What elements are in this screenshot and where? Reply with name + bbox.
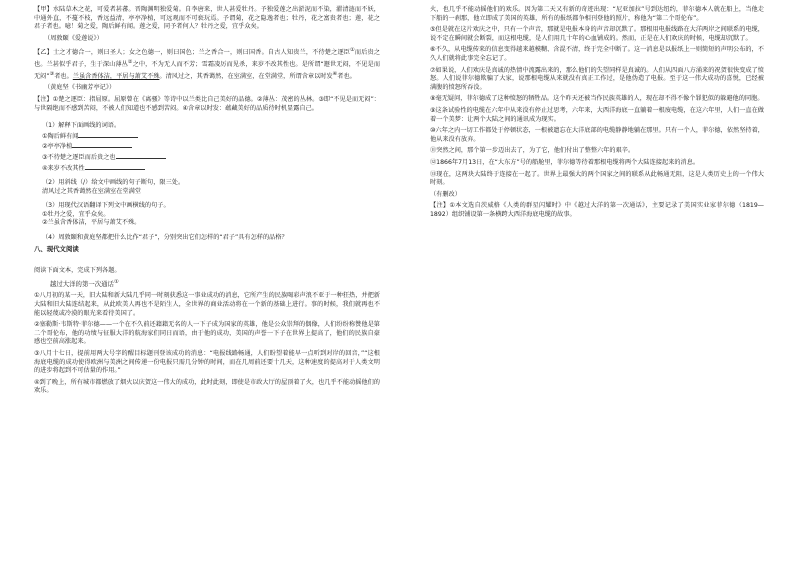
article-paragraph-12: ⑫1866年7月13日，在“大东方”号的船舱里，菲尔德等待着那根电缆将两个大陆连接起来的消息。 <box>430 158 700 166</box>
q3-item-1: ①牡丹之爱，宜乎众矣。 <box>42 210 110 218</box>
question-1-stem: （1）解释下面画线的词语。 <box>42 122 121 130</box>
question-3-stem: （3）用现代汉语翻译下列文中画横线的句子。 <box>42 202 170 210</box>
question-2-stem: （2）用斜线（/）给文中画线的句子断句，限三处。 <box>42 179 185 187</box>
q1-item-3: ③不待楚之逐臣而后贵之也 <box>42 152 380 163</box>
q2-line: 清风过之其香蔼然在室满室在堂满堂 <box>42 187 141 195</box>
answer-blank[interactable] <box>116 152 166 159</box>
article-paragraph-13: ⑬现在，这两块大陆终于连接在一起了。世界上最强大的两个国家之间的联系从此畅通无阻，这是人类历史上的一个伟大时刻。 <box>430 170 764 187</box>
article-paragraph-6: ⑥不久，从电缆传来的信息变得越来越模糊、含混不清，终于完全中断了。这一消息是以报纸上一则简短的声明公布的，不久人们就将此事完全忘记了。 <box>430 46 764 62</box>
article-paragraph-10: ⑩六年之内一切工作都处于停顿状态，一根被遗忘在大洋底部的电缆静静地躺在那里。只有一个人，菲尔德，依然坚持着，他从来没有放弃。 <box>430 127 764 143</box>
article-paragraph-8: ⑧毫无疑问，菲尔德成了这种愤怒的牺牲品。这个昨天还被当作民族英雄的人，现在却不得不像个罪犯似的躲避他的同胞。 <box>430 95 764 103</box>
article-paragraph-2: ②塞勒斯·韦斯特·菲尔德——一个在不久前还籍籍无名的人一下子成为国家的英雄，他是公众崇拜的偶像，人们纷纷称赞他是第二个哥伦布，他的功绩与征服大洋的航海家们同日而语，由于他的成功，美国的声誉一下子在世界上提高了，他们的民族自豪感也空前高涨起来。 <box>34 321 380 346</box>
footnote: 【注】①本文选自茨威格《人类的群星闪耀时》中《越过大洋的第一次通话》，主要记录了美国实业家菲尔德（1819—1892）组织铺设第一条横跨大西洋海底电缆的故事。 <box>430 202 764 218</box>
passage-jia: 【甲】水陆草木之花，可爱者甚蕃。晋陶渊明独爱菊。自李唐来，世人甚爱牡丹。予独爱莲之出淤泥而不染，濯清涟而不妖，中通外直，不蔓不枝，香远益清，亭亭净植，可远观而不可亵玩焉。予谓菊，花之隐逸者也；牡丹，花之富贵者也；莲，花之君子者也。噫！菊之爱，陶后鲜有闻。莲之爱，同予者何人？牡丹之爱，宜乎众矣。 <box>34 6 381 31</box>
answer-blank[interactable] <box>85 163 145 170</box>
article-paragraph-5: ⑤但是就在这片欢庆之中，只有一个声音，那就是电报本身的声音却沉默了。那根用电报线路在大洋两岸之间联系的电缆，说不定在瞬间就会断裂，而这根电缆，是人们用几十年的心血铺成的。然而，正是在人们欢庆的时候，电缆却沉默了。 <box>430 26 764 42</box>
source-note: （有删改） <box>430 190 461 198</box>
q1-item-1: ①陶后鲜有闻 <box>42 131 380 142</box>
source-jia: （周敦颐《爱莲说》） <box>44 34 103 42</box>
section-heading: 八、现代文阅读 <box>34 244 79 253</box>
answer-blank[interactable] <box>78 131 138 138</box>
reading-instruction: 阅读下面文本，完成下列各题。 <box>34 266 121 274</box>
article-paragraph-4: ④到了晚上，所有城市都燃放了烟火以庆贺这一伟大的成功，此时此刻，即使是市政大厅的屋顶着了火，也几乎不能动摇他们的欢乐。 <box>34 378 380 395</box>
article-paragraph-11: ⑪突然之间，那个第一步迈出去了，为了它，他们付出了整整六年的艰辛。 <box>430 147 635 155</box>
article-paragraph-3: ③八月十七日，提前用两大号字的醒目标题刊登该成功的消息：“电报线路畅通，人们盼望着能早一点听到对岸的回音，”“这根海底电缆的成功使得欧洲与美洲之间传递一份电报只需几分钟的时间，而在几周前还要十几天，这种速度的提高对于人类文明的进步将起到不可估量的作用。” <box>34 349 380 375</box>
article-paragraph-9: ⑨这条试验性的电缆在六年中从来没有停止过思考，六年来，大西洋海底一直躺着一根废电缆，在这六年里，人们一直在做着一个美梦：让两个大陆之间的通讯成为现实。 <box>430 106 764 123</box>
q1-item-4: ④来岁不改其性 <box>42 163 380 174</box>
underlined-sentence: 兰虽含香体洁，平居与萧艾不殊 <box>72 72 160 80</box>
annotation-block: 【注】①楚之逐臣：指屈原。屈原曾在《离骚》等诗中以兰类比自己美好的品德。②薄丛：茂密的丛林。③即“不见是而无闷”：与世隔绝而不感到苦闷，不被人们知道也不感到苦闷。④含章以时发：蕴藏美好的品质待时机显露自己。 <box>34 95 380 112</box>
q3-item-2: ②兰虽含香体洁，平居与萧艾不殊。 <box>42 219 141 227</box>
article-paragraph-7: ⑦如果说，人们欢庆是真诚的热情中流露出来的，那么他们的失望同样是真诚的。人们从四面八方涌来的祝贺很快变成了愤怒。人们说菲尔德欺骗了大家，说那根电缆从来就没有真正工作过，是他伪造了电报。至于这一伟大成功的喜悦，已经被满腹的愤怒所吞没。 <box>430 66 764 91</box>
article-title: 越过大洋的第一次通话① <box>50 279 119 289</box>
right-column <box>430 6 764 219</box>
article-paragraph-1: ①八月初的某一天，旧大陆和新大陆几乎同一时刻获悉这一事业成功的消息，它所产生的民族喝彩声浪不亚于一种狂热，并把新大陆和旧大陆连结起来，从此欧美人再也不是陌生人，全世界的商业活动将在一个新的基础上进行。事的时候，我们就再也不能以轻蔑或冷漠的眼光来看待美国了。 <box>34 292 381 317</box>
article-paragraph-4-cont: 火，也几乎不能动摇他们的欢乐。因为第二天又有新的奇迹出现：“尼亚加拉”号到达纽约，菲尔德本人就在船上，当他走下船的一刹那，他立即成了美国的英雄，所有的报纸都争相刊登他的照片，称他为“第二个哥伦布”。 <box>430 6 764 22</box>
answer-blank[interactable] <box>72 141 132 148</box>
q1-item-2: ②亭亭净植 <box>42 141 380 152</box>
source-yi: （黄庭坚《书幽芳亭记》） <box>44 84 116 92</box>
left-column <box>34 6 380 399</box>
passage-yi: 【乙】士之才德合一，则曰圣人；女之色德一，则曰国色；兰之香合一，则曰国香。自古人知贵兰，不待楚之逐臣①而后贵之也。兰甚似乎君子，生于深山薄丛②之中，不为无人而不芳；雪霜凌厉而见杀，来岁不改其性也。是所谓“遯世无闷，不见是而无闷”③者也。兰虽含香体洁，平居与萧艾不殊。清风过之，其香蔼然，在室满室，在堂满堂，所谓含章以时发④者也。 <box>34 47 381 80</box>
question-4-stem: （4）周敦颐和黄庭坚都把什么比作“君子”，分别突出它们怎样的“君子”具有怎样的品格？ <box>42 234 288 242</box>
